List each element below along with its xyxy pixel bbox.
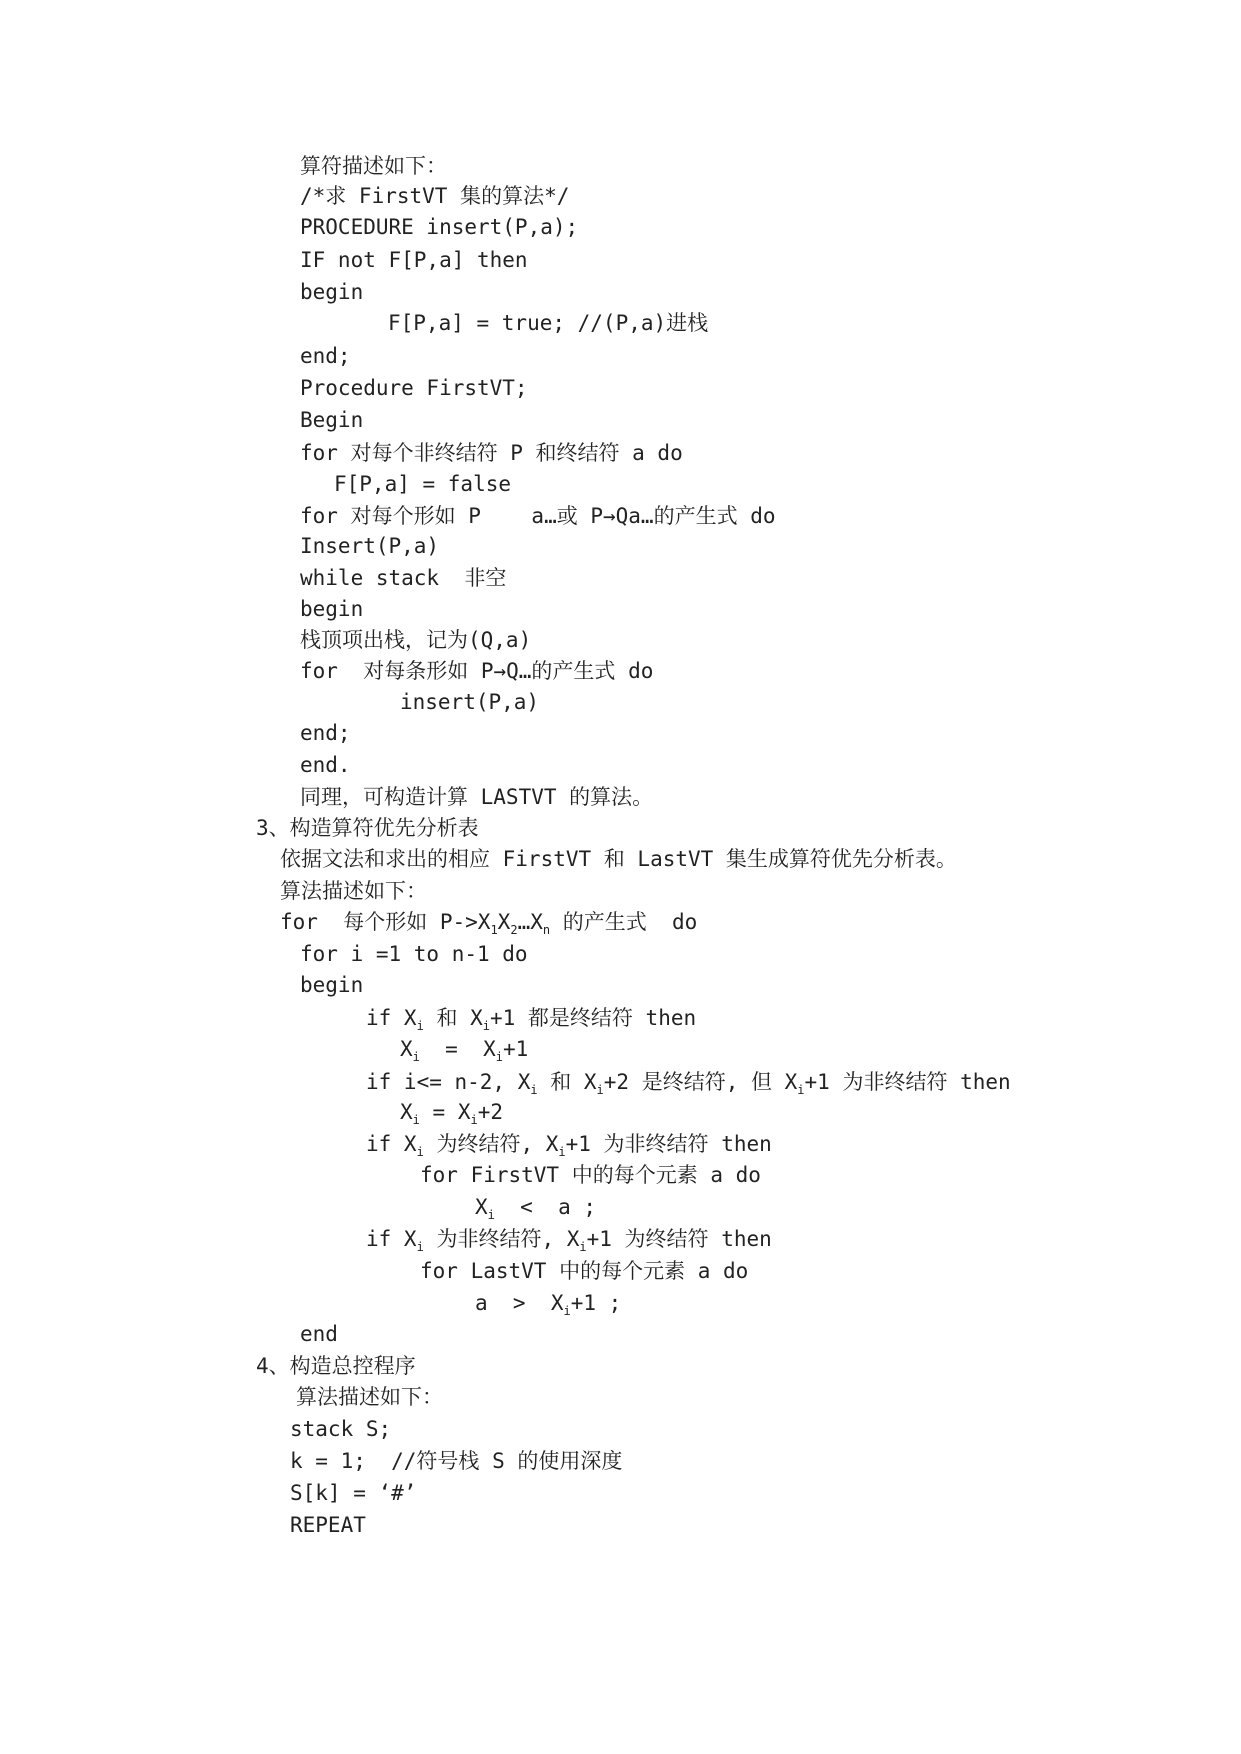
subscript: i <box>596 1083 604 1097</box>
text-segment: for FirstVT 中的每个元素 a do <box>420 1163 761 1187</box>
text-segment: X <box>475 1195 488 1219</box>
text-segment: 同理，可构造计算 LASTVT 的算法。 <box>300 785 654 809</box>
text-segment: while stack 非空 <box>300 566 507 590</box>
text-segment: 栈顶项出栈，记为(Q,a) <box>300 628 532 652</box>
text-line <box>420 1162 761 1188</box>
text-segment: for 对每个非终结符 P 和终结符 a do <box>300 441 683 465</box>
text-line <box>300 627 531 653</box>
text-segment: X <box>400 1037 413 1061</box>
text-segment: IF not F[P,a] then <box>300 248 528 272</box>
text-segment: begin <box>300 597 364 621</box>
text-segment: 和 X <box>537 1070 597 1094</box>
text-line <box>256 1353 416 1379</box>
text-segment: F[P,a] = false <box>334 472 512 496</box>
text-line <box>280 846 957 872</box>
text-segment: for 对每条形如 P→Q…的产生式 do <box>300 659 654 683</box>
text-segment: +1 <box>502 1037 529 1061</box>
subscript: 1 <box>490 923 498 937</box>
subscript: 2 <box>510 923 518 937</box>
text-segment: +2 <box>477 1100 503 1124</box>
text-segment: begin <box>300 280 364 304</box>
text-line <box>300 440 683 466</box>
subscript: i <box>482 1019 490 1033</box>
text-segment: +1 ; <box>570 1291 622 1315</box>
text-segment: if X <box>366 1227 417 1251</box>
text-segment: /*求 FirstVT 集的算法*/ <box>300 184 570 208</box>
text-segment: X <box>497 910 511 934</box>
text-segment: = X <box>419 1037 496 1061</box>
text-segment: PROCEDURE insert(P,a); <box>300 215 579 239</box>
text-segment: = X <box>419 1100 471 1124</box>
text-line <box>300 784 653 810</box>
text-line <box>296 1384 443 1410</box>
text-segment: 算符描述如下： <box>300 154 447 178</box>
subscript: i <box>495 1050 503 1064</box>
subscript: i <box>563 1304 571 1318</box>
text-segment: 为非终结符, X <box>423 1227 580 1251</box>
text-line <box>420 1258 748 1284</box>
text-segment: for 对每个形如 P a…或 P→Qa…的产生式 do <box>300 504 776 528</box>
text-segment: S[k] = ‘#’ <box>290 1481 417 1505</box>
text-line <box>300 153 447 179</box>
text-segment: F[P,a] = true; //(P,a)进栈 <box>388 311 709 335</box>
text-segment: +1 为非终结符 then <box>565 1132 772 1156</box>
text-segment: +1 为终结符 then <box>586 1227 772 1251</box>
subscript: i <box>416 1019 424 1033</box>
text-line <box>300 941 528 967</box>
text-segment: +1 都是终结符 then <box>489 1006 697 1030</box>
text-line <box>300 972 363 998</box>
text-segment: end; <box>300 721 351 745</box>
text-line <box>366 1226 772 1252</box>
text-segment: k = 1; //符号栈 S 的使用深度 <box>290 1449 623 1473</box>
text-segment: if X <box>366 1132 417 1156</box>
text-segment: insert(P,a) <box>400 690 540 714</box>
subscript: i <box>470 1113 478 1127</box>
text-line <box>300 279 363 305</box>
text-line <box>300 533 439 559</box>
text-line <box>280 909 697 935</box>
text-line <box>300 343 351 369</box>
subscript: i <box>530 1083 538 1097</box>
text-line <box>290 1512 366 1538</box>
subscript: i <box>416 1240 424 1254</box>
text-line <box>290 1416 391 1442</box>
text-line <box>366 1131 772 1157</box>
text-line <box>300 658 653 684</box>
text-line <box>300 503 776 529</box>
text-line <box>300 720 351 746</box>
text-segment: end <box>300 1322 338 1346</box>
subscript: i <box>412 1050 420 1064</box>
text-segment: for i =1 to n-1 do <box>300 942 528 966</box>
text-segment: if i<= n-2, X <box>366 1070 531 1094</box>
text-segment: X <box>400 1100 413 1124</box>
text-line <box>300 565 506 591</box>
text-segment: Insert(P,a) <box>300 534 440 558</box>
text-line <box>400 1099 503 1125</box>
text-segment: 依据文法和求出的相应 FirstVT 和 LastVT 集生成算符优先分析表。 <box>280 847 957 871</box>
text-line <box>400 689 539 715</box>
text-segment: for 每个形如 P->X <box>280 910 491 934</box>
text-line <box>334 471 511 497</box>
text-segment: 为终结符, X <box>423 1132 559 1156</box>
text-segment: end. <box>300 753 351 777</box>
subscript: i <box>579 1240 587 1254</box>
text-segment: begin <box>300 973 364 997</box>
text-line <box>300 1321 338 1347</box>
subscript: i <box>416 1145 424 1159</box>
text-line <box>300 247 528 273</box>
text-segment: < a ; <box>494 1195 597 1219</box>
text-line <box>300 407 363 433</box>
text-segment: for LastVT 中的每个元素 a do <box>420 1259 749 1283</box>
text-line <box>290 1480 416 1506</box>
text-line <box>300 375 528 401</box>
text-line <box>300 214 578 240</box>
text-segment: 算法描述如下： <box>280 879 427 903</box>
text-segment: +1 为非终结符 then <box>804 1070 1011 1094</box>
text-line <box>300 596 363 622</box>
text-segment: Procedure FirstVT; <box>300 376 528 400</box>
text-segment: Begin <box>300 408 364 432</box>
text-segment: if X <box>366 1006 417 1030</box>
text-line <box>475 1194 596 1220</box>
text-segment: 3、构造算符优先分析表 <box>256 816 479 840</box>
text-line <box>300 752 351 778</box>
text-line <box>256 815 479 841</box>
text-line <box>366 1005 696 1031</box>
text-line <box>280 878 427 904</box>
text-segment: a > X <box>475 1291 564 1315</box>
text-segment: 4、构造总控程序 <box>256 1354 416 1378</box>
subscript: i <box>558 1145 566 1159</box>
subscript: n <box>542 923 551 937</box>
text-segment: stack S; <box>290 1417 392 1441</box>
text-segment: 的产生式 do <box>550 910 698 934</box>
text-line <box>388 310 708 336</box>
text-segment: REPEAT <box>290 1513 366 1537</box>
subscript: i <box>797 1083 805 1097</box>
text-segment: 算法描述如下： <box>296 1385 443 1409</box>
text-segment: 和 X <box>423 1006 483 1030</box>
text-line <box>475 1290 621 1316</box>
text-line <box>400 1036 528 1062</box>
text-line <box>366 1069 1011 1095</box>
text-segment: end; <box>300 344 351 368</box>
text-segment: …X <box>517 910 543 934</box>
text-segment: +2 是终结符, 但 X <box>603 1070 798 1094</box>
text-line <box>300 183 569 209</box>
subscript: i <box>412 1113 420 1127</box>
text-line <box>290 1448 622 1474</box>
subscript: i <box>487 1208 495 1222</box>
